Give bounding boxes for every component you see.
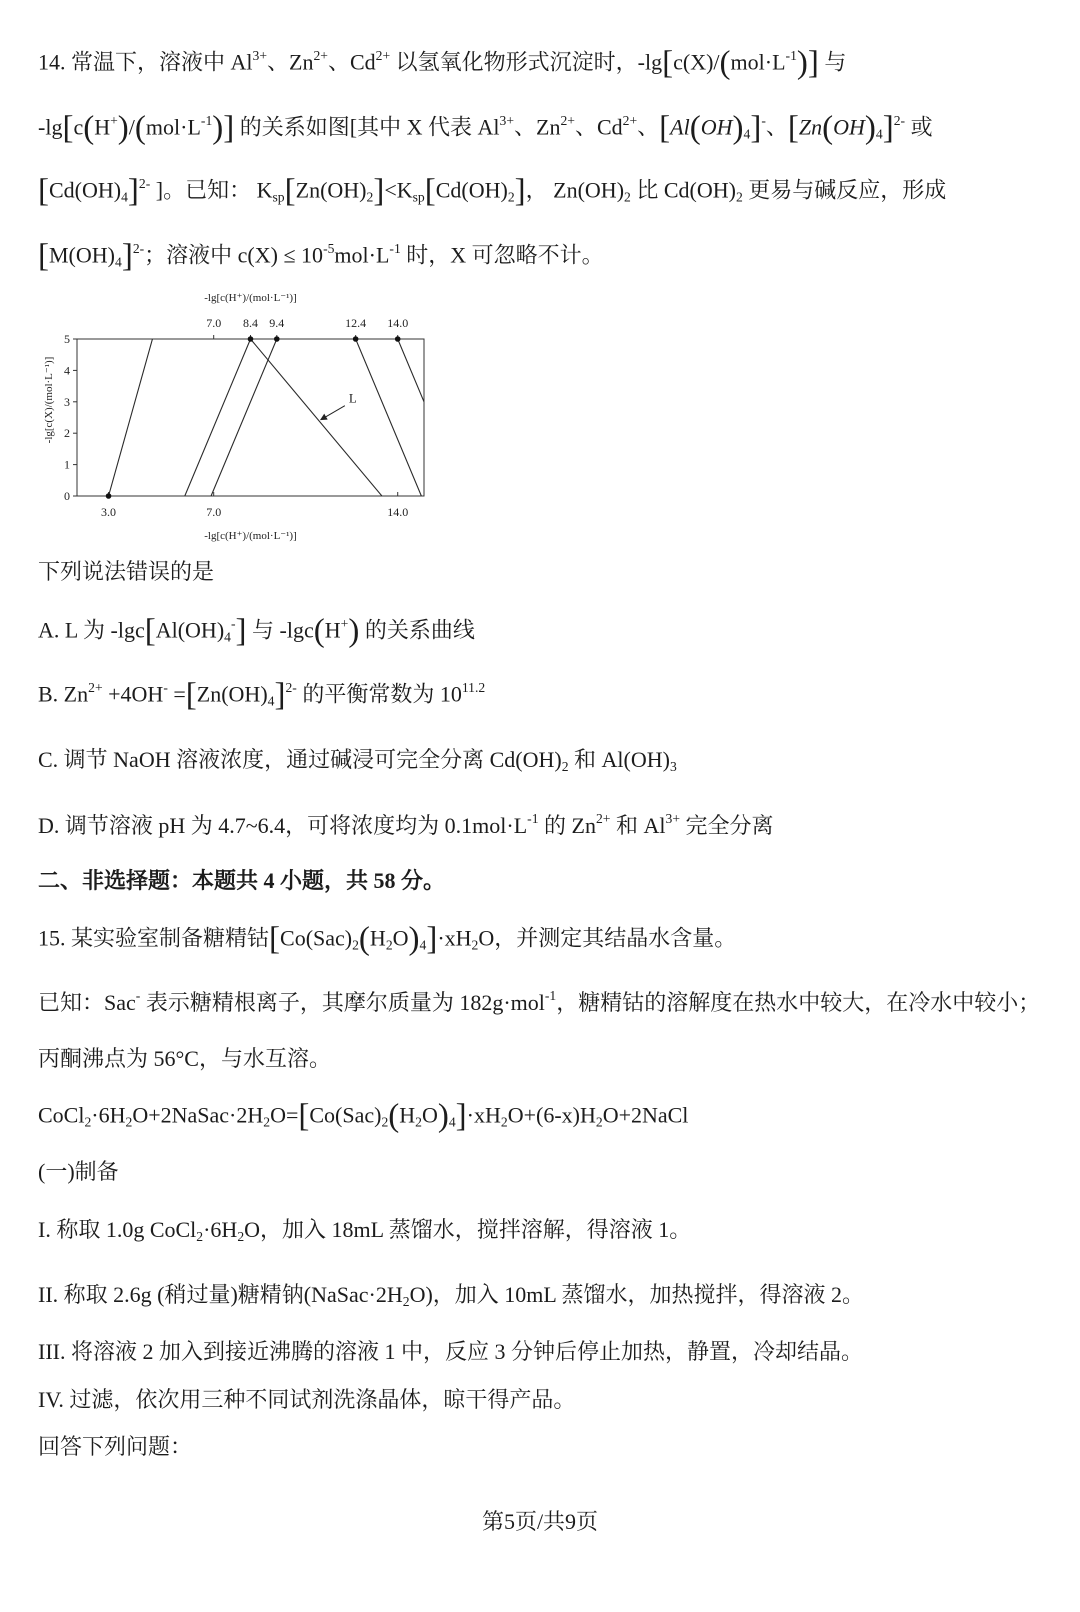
- x-tick-label-top: 12.4: [345, 316, 367, 330]
- subscript: 4: [121, 189, 128, 205]
- large-bracket: ]: [426, 921, 438, 957]
- subscript: 2: [84, 1114, 92, 1130]
- text-run: 以氢氧化物形式沉淀时，-lg: [390, 49, 663, 75]
- step-ii: [38, 1280, 864, 1310]
- text-run: O+(6-x)H: [507, 1102, 596, 1128]
- data-point: [395, 336, 401, 342]
- superscript: +: [340, 615, 349, 631]
- q15-stem: [38, 923, 736, 956]
- large-bracket: ]: [373, 173, 385, 209]
- text-run: O，加入 18mL 蒸馏水，搅拌溶解，得溶液 1。: [244, 1217, 692, 1242]
- text-run: Zn(OH): [196, 681, 268, 707]
- text-run: ， Zn(OH): [525, 177, 625, 203]
- q14-stem-line-3: [38, 175, 946, 208]
- superscript: 3+: [665, 811, 680, 827]
- text-run: mol·L: [730, 49, 786, 75]
- text-run: H: [399, 1102, 416, 1128]
- text-run: H: [369, 925, 386, 951]
- question-prompt: 下列说法错误的是: [38, 559, 215, 584]
- text-run: O: [392, 925, 409, 951]
- q14-stem-line-1: [38, 47, 846, 80]
- large-bracket: ]: [235, 613, 247, 649]
- subscript: 2: [624, 189, 631, 205]
- curve-label: L: [348, 390, 357, 406]
- superscript: -5: [323, 240, 335, 256]
- option-c: [38, 745, 677, 775]
- large-bracket: [: [62, 110, 74, 146]
- italic-text: OH: [833, 114, 865, 140]
- subscript: 2: [263, 1114, 271, 1130]
- superscript: 2+: [595, 811, 611, 827]
- subscript: 2: [735, 189, 743, 205]
- text-run: O=: [270, 1102, 299, 1128]
- superscript: +: [110, 112, 118, 128]
- superscript: -: [761, 112, 766, 128]
- series-line: [109, 339, 153, 496]
- italic-text: OH: [700, 114, 733, 140]
- text-run: III. 将溶液 2 加入到接近沸腾的溶液 1 中，反应 3 分钟后停止加热，静置，冷却结晶。: [38, 1339, 863, 1364]
- text-run: 和 Al: [610, 813, 666, 838]
- text-run: 15. 某实验室制备糖精钴: [38, 925, 270, 951]
- subscript: 2: [237, 1228, 245, 1244]
- superscript: 2+: [375, 47, 391, 63]
- text-run: B. Zn: [38, 681, 89, 707]
- large-bracket: ]: [455, 1098, 467, 1134]
- superscript: 2-: [132, 240, 145, 256]
- text-run: 完全分离: [680, 813, 774, 838]
- large-bracket: (: [358, 921, 370, 957]
- text-run: 与: [818, 49, 847, 75]
- text-run: O)，加入 10mL 蒸馏水，加热搅拌，得溶液 2。: [409, 1282, 865, 1307]
- subscript: 2: [507, 189, 515, 205]
- subscript: 3: [669, 758, 677, 774]
- text-run: c: [73, 114, 84, 140]
- superscript: -1: [544, 988, 557, 1004]
- x-tick-label-top: 7.0: [206, 316, 222, 330]
- q14-stem-line-4: [38, 240, 604, 273]
- text-run: mol·L: [334, 242, 390, 268]
- text-run: 、Zn: [267, 49, 314, 75]
- subscript: 4: [115, 254, 122, 270]
- text-run: O+2NaCl: [602, 1102, 689, 1128]
- text-run: ，糖精钴的溶解度在热水中较大，在冷水中较小；: [556, 990, 1041, 1015]
- large-bracket: [: [144, 613, 156, 649]
- text-run: Cd(OH): [49, 177, 122, 203]
- superscript: 2+: [88, 679, 103, 695]
- text-run: D. 调节溶液 pH 为 4.7~6.4，可将浓度均为 0.1mol·L: [38, 813, 528, 838]
- superscript: 2-: [285, 679, 297, 695]
- text-run: O，并测定其结晶水含量。: [478, 925, 737, 951]
- text-run: 14. 常温下，溶液中 Al: [38, 49, 253, 75]
- text-run: M(OH): [49, 242, 115, 268]
- large-bracket: [: [185, 677, 197, 713]
- data-point: [274, 336, 280, 342]
- text-run: 的关系如图[其中 X 代表 Al: [234, 114, 500, 140]
- large-bracket: ]: [882, 110, 894, 146]
- italic-text: Al: [670, 114, 690, 140]
- subscript: 2: [366, 189, 374, 205]
- x-tick-label-top: 9.4: [269, 316, 285, 330]
- text-run: 时，X 可忽略不计。: [400, 242, 604, 268]
- large-bracket: ]: [274, 677, 286, 713]
- superscript: 3+: [252, 47, 268, 63]
- subscript: 4: [743, 126, 751, 142]
- q15-known-line-2: 丙酮沸点为 56°C，与水互溶。: [38, 1046, 331, 1071]
- large-bracket: ]: [127, 173, 139, 209]
- large-bracket: [: [269, 921, 281, 957]
- large-bracket: [: [38, 238, 49, 274]
- q14-stem-line-2: [38, 112, 933, 145]
- large-bracket: (: [134, 110, 146, 146]
- x-tick-label-bottom: 3.0: [101, 505, 117, 519]
- italic-text: Zn: [798, 114, 823, 140]
- plot-frame: [77, 339, 424, 496]
- text-run: I. 称取 1.0g CoCl: [38, 1217, 197, 1242]
- text-run: 已知：Sac: [38, 990, 136, 1015]
- subscript: 4: [224, 629, 231, 645]
- step-iv: [38, 1385, 575, 1415]
- subscript: 2: [415, 1114, 422, 1130]
- superscript: -: [135, 988, 141, 1004]
- text-run: II. 称取 2.6g (稍过量)糖精钠(NaSac·2H: [38, 1282, 403, 1307]
- large-bracket: [: [284, 173, 296, 209]
- large-bracket: [: [424, 173, 436, 209]
- large-bracket: [: [659, 110, 671, 146]
- subscript: 2: [125, 1114, 133, 1130]
- series-line: [398, 339, 424, 402]
- answer-prompt: 回答下列问题：: [38, 1434, 193, 1459]
- text-run: ]。已知： K: [150, 177, 273, 203]
- superscript: -1: [527, 811, 539, 827]
- large-bracket: (: [822, 110, 834, 146]
- text-run: H: [94, 114, 111, 140]
- large-bracket: ): [348, 613, 360, 649]
- large-bracket: ): [408, 921, 420, 957]
- series-line: [251, 339, 382, 496]
- superscript: 11.2: [461, 679, 486, 695]
- text-run: mol·L: [145, 114, 201, 140]
- data-point: [248, 336, 254, 342]
- large-bracket: (: [313, 613, 325, 649]
- reaction-equation: [38, 1100, 688, 1133]
- large-bracket: [: [38, 173, 49, 209]
- superscript: 3+: [499, 112, 514, 128]
- superscript: -1: [785, 47, 797, 63]
- text-run: ；溶液中 c(X) ≤ 10: [144, 242, 324, 268]
- text-run: -lg: [38, 114, 63, 140]
- option-a: [38, 615, 475, 648]
- large-bracket: ]: [514, 173, 526, 209]
- large-bracket: ): [864, 110, 876, 146]
- large-bracket: ]: [121, 238, 133, 274]
- subscript: 2: [500, 1114, 508, 1130]
- large-bracket: (: [689, 110, 701, 146]
- x-axis-label-top: -lg[c(H⁺)/(mol·L⁻¹)]: [204, 292, 297, 304]
- subscript: 2: [352, 937, 359, 953]
- text-run: 或: [905, 114, 933, 140]
- subscript: 2: [471, 937, 479, 953]
- annotation-arrow: [321, 406, 345, 420]
- text-run: 的 Zn: [538, 813, 596, 838]
- text-run: 、Cd: [327, 49, 376, 75]
- subscript: 2: [561, 758, 569, 774]
- text-run: Cd(OH): [435, 177, 508, 203]
- subscript: sp: [412, 189, 425, 205]
- text-run: 、: [765, 114, 788, 140]
- step-i: [38, 1215, 691, 1245]
- y-axis-label: -lg[c(X)/(mol·L⁻¹)]: [43, 356, 55, 444]
- text-run: 更易与碱反应，形成: [742, 177, 947, 203]
- text-run: 与 -lgc: [246, 617, 314, 643]
- text-run: ·xH: [466, 1102, 501, 1128]
- text-run: +4OH: [102, 681, 164, 707]
- text-run: <K: [384, 177, 413, 203]
- text-run: ·6H: [203, 1217, 238, 1242]
- data-point: [106, 493, 112, 499]
- y-tick-label: 1: [64, 457, 70, 472]
- series-line: [211, 339, 277, 496]
- text-run: c(X)/: [673, 49, 720, 75]
- subscript: 2: [196, 1228, 204, 1244]
- text-run: Co(Sac): [280, 925, 353, 951]
- text-run: 和 Al(OH): [568, 747, 670, 772]
- superscript: 2-: [893, 112, 906, 128]
- x-tick-label-top: 8.4: [243, 316, 258, 330]
- text-run: 的关系曲线: [359, 617, 475, 643]
- text-run: 比 Cd(OH): [630, 177, 736, 203]
- large-bracket: ): [437, 1098, 449, 1134]
- large-bracket: ]: [807, 45, 819, 81]
- large-bracket: ): [796, 45, 808, 81]
- text-run: =: [167, 681, 186, 707]
- subscript: 2: [595, 1114, 603, 1130]
- text-run: H: [324, 617, 341, 643]
- series-line: [356, 339, 422, 496]
- large-bracket: [: [662, 45, 674, 81]
- x-axis-label: -lg[c(H⁺)/(mol·L⁻¹)]: [204, 530, 297, 542]
- option-b: [38, 679, 485, 712]
- x-tick-label-top: 14.0: [387, 316, 409, 330]
- superscript: -: [230, 615, 236, 631]
- option-d: [38, 811, 774, 841]
- text-run: A. L 为 -lgc: [38, 617, 145, 643]
- y-tick-label: 2: [64, 426, 70, 441]
- step-iii: [38, 1337, 863, 1367]
- y-tick-label: 3: [64, 394, 70, 409]
- y-tick-label: 4: [64, 363, 70, 378]
- large-bracket: (: [83, 110, 95, 146]
- superscript: -1: [389, 240, 401, 256]
- large-bracket: (: [388, 1098, 400, 1134]
- large-bracket: [: [298, 1098, 310, 1134]
- q15-known-line-1: [38, 988, 1040, 1018]
- superscript: -: [163, 679, 168, 695]
- superscript: 2+: [313, 47, 328, 63]
- subscript: 4: [267, 693, 275, 709]
- text-run: O+2NaSac·2H: [132, 1102, 264, 1128]
- large-bracket: ): [732, 110, 744, 146]
- y-tick-label: 5: [64, 332, 70, 346]
- precipitation-chart: [40, 285, 440, 550]
- text-run: IV. 过滤，依次用三种不同试剂洗涤晶体，晾干得产品。: [38, 1387, 576, 1412]
- large-bracket: [: [787, 110, 799, 146]
- text-run: CoCl: [38, 1102, 85, 1128]
- preparation-subheading: (一)制备: [38, 1159, 119, 1184]
- text-run: 的平衡常数为 10: [296, 681, 462, 707]
- text-run: Al(OH): [155, 617, 225, 643]
- series-line: [185, 339, 251, 496]
- text-run: 、: [637, 114, 660, 140]
- text-run: Zn(OH): [295, 177, 367, 203]
- subscript: 4: [419, 937, 427, 953]
- superscript: 2+: [560, 112, 575, 128]
- text-run: 、Zn: [514, 114, 561, 140]
- superscript: 2+: [622, 112, 638, 128]
- text-run: ·6H: [91, 1102, 126, 1128]
- large-bracket: ]: [750, 110, 762, 146]
- x-tick-label-bottom: 7.0: [206, 505, 222, 519]
- text-run: C. 调节 NaOH 溶液浓度，通过碱浸可完全分离 Cd(OH): [38, 747, 562, 772]
- subscript: 2: [402, 1293, 410, 1309]
- text-run: O: [421, 1102, 438, 1128]
- section-heading: 二、非选择题：本题共 4 小题，共 58 分。: [38, 868, 446, 893]
- y-tick-label: 0: [64, 489, 70, 503]
- text-run: ·xH: [437, 925, 472, 951]
- superscript: 2-: [138, 175, 151, 191]
- large-bracket: ): [212, 110, 224, 146]
- superscript: -1: [200, 112, 213, 128]
- text-run: 、Cd: [574, 114, 623, 140]
- page-footer: 第5页/共9页: [481, 1509, 599, 1534]
- data-point: [353, 336, 359, 342]
- large-bracket: ): [117, 110, 129, 146]
- text-run: /: [128, 114, 135, 140]
- text-run: 表示糖精根离子，其摩尔质量为 182g·mol: [140, 990, 545, 1015]
- large-bracket: (: [719, 45, 731, 81]
- subscript: 2: [381, 1114, 389, 1130]
- text-run: Co(Sac): [309, 1102, 382, 1128]
- x-tick-label-bottom: 14.0: [387, 505, 409, 519]
- subscript: 4: [448, 1114, 456, 1130]
- subscript: sp: [272, 189, 285, 205]
- large-bracket: ]: [223, 110, 235, 146]
- subscript: 4: [875, 126, 883, 142]
- subscript: 2: [385, 937, 393, 953]
